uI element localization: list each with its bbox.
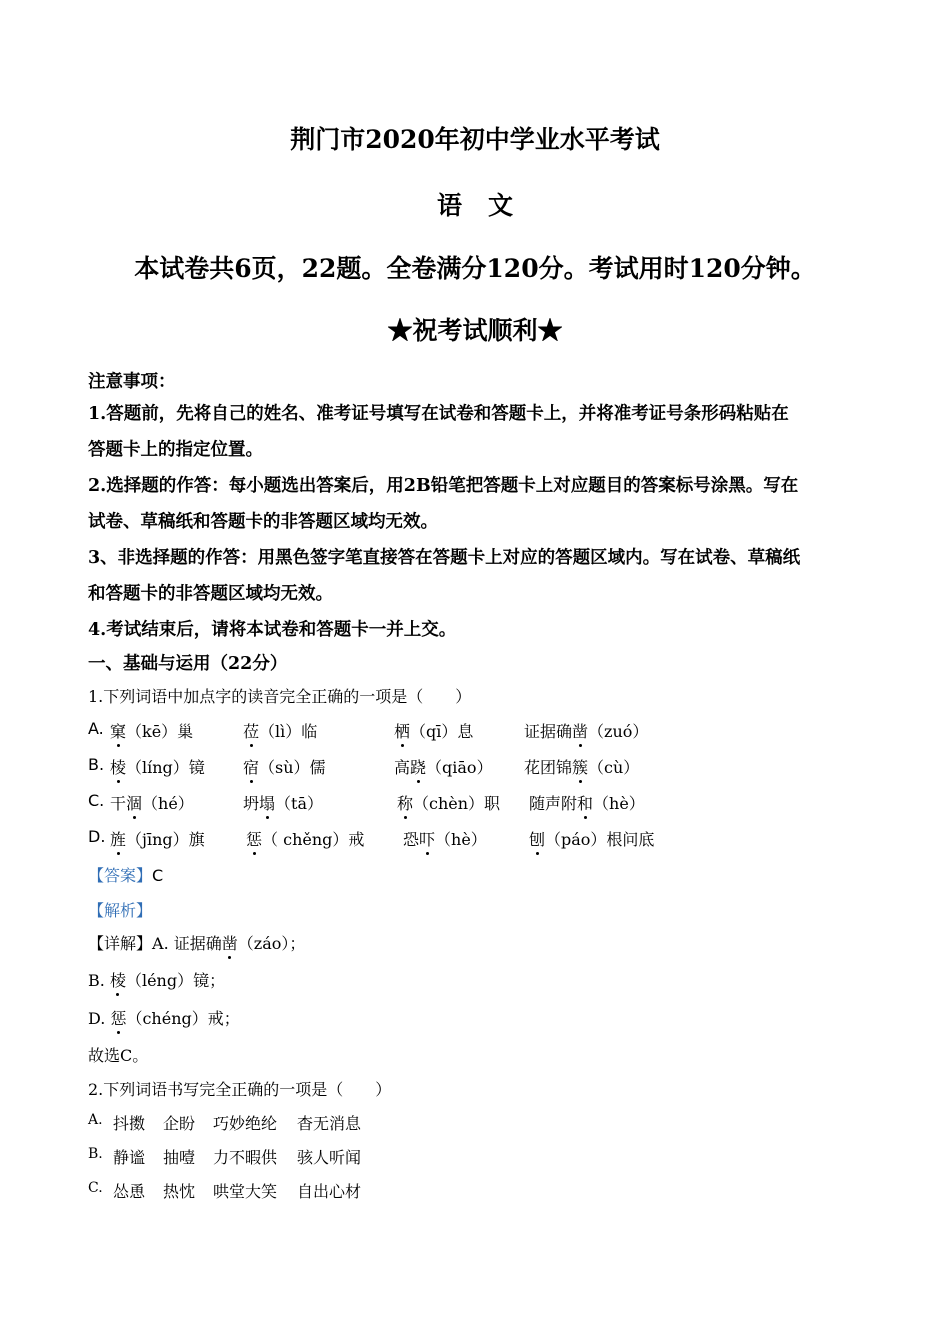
conclusion-line: 故选C。: [88, 1046, 149, 1065]
word: 怂恿: [113, 1182, 146, 1201]
option-item: 随声附和（hè）: [529, 791, 645, 814]
exam-info: 本试卷共6页，22题。全卷满分120分。考试用时120分钟。: [134, 254, 816, 283]
option-item: 栖（qī）息: [394, 719, 473, 742]
question-2-stem: 2.下列词语书写完全正确的一项是（ ）: [88, 1080, 392, 1099]
option-item: 高跷（qiāo）: [394, 755, 493, 778]
option-item: 干涸（hé）: [110, 791, 194, 814]
detail-line: B. 棱（léng）镜；: [88, 968, 225, 991]
detail-line: 【详解】A. 证据确凿（záo）；: [88, 931, 305, 954]
note-line: 1.答题前，先将自己的姓名、准考证号填写在试卷和答题卡上，并将准考证号条形码粘贴在: [88, 404, 789, 424]
option-item: 称（chèn）职: [397, 791, 500, 814]
word: 自出心材: [297, 1182, 362, 1201]
word: 力不暇供: [213, 1148, 278, 1167]
option-item: 宿（sù）儒: [243, 755, 326, 778]
option-item: 刨（páo）根问底: [529, 827, 654, 850]
good-luck-line: ★祝考试顺利★: [387, 316, 563, 345]
subject-char-1: 语: [436, 191, 462, 220]
option-item: 坍塌（tā）: [243, 791, 323, 814]
option-label: A.: [88, 1112, 103, 1128]
word: 热忱: [163, 1182, 196, 1201]
word: 杳无消息: [297, 1114, 362, 1133]
option-item: 惩（ chěng）戒: [246, 827, 364, 850]
option-label: C.: [88, 791, 105, 810]
note-line: 3、非选择题的作答：用黑色签字笔直接答在答题卡上对应的答题区域内。写在试卷、草稿纸: [88, 548, 801, 568]
analysis-tag: 【解析】: [88, 901, 153, 920]
section-heading: 一、基础与运用（22分）: [88, 654, 288, 674]
answer-line: [88, 863, 163, 886]
option-item: 证据确凿（zuó）: [524, 719, 648, 742]
option-item: 棱（líng）镜: [110, 755, 205, 778]
subject-char-2: 文: [488, 191, 514, 220]
option-item: 恐吓（hè）: [403, 827, 487, 850]
word: 抖擞: [113, 1114, 146, 1133]
word: 抽噎: [163, 1148, 196, 1167]
option-item: 莅（lì）临: [243, 719, 317, 742]
option-item: 旌（jīng）旗: [110, 827, 205, 850]
option-label: D.: [88, 827, 106, 846]
word: 企盼: [163, 1114, 196, 1133]
word: 静谧: [113, 1148, 146, 1167]
question-1-stem: 1.下列词语中加点字的读音完全正确的一项是（ ）: [88, 687, 472, 706]
word: 骇人听闻: [297, 1148, 362, 1167]
option-label: B.: [88, 755, 105, 774]
subject-title: [0, 186, 950, 222]
exam-title: 荆门市2020年初中学业水平考试: [290, 125, 660, 154]
option-item: 窠（kē）巢: [110, 719, 193, 742]
note-line: 和答题卡的非答题区域均无效。: [88, 584, 333, 604]
note-line: 答题卡上的指定位置。: [88, 440, 263, 460]
option-item: 花团锦簇（cù）: [524, 755, 639, 778]
note-line: 试卷、草稿纸和答题卡的非答题区域均无效。: [88, 512, 438, 532]
note-line: 4.考试结束后，请将本试卷和答题卡一并上交。: [88, 620, 457, 640]
note-line: 2.选择题的作答：每小题选出答案后，用2B铅笔把答题卡上对应题目的答案标号涂黑。写在: [88, 476, 799, 496]
word: 巧妙绝纶: [213, 1114, 278, 1133]
detail-tag: 【详解】: [88, 934, 153, 953]
detail-line: D. 惩（chéng）戒；: [88, 1006, 240, 1029]
option-label: A.: [88, 719, 104, 738]
option-label: C.: [88, 1180, 103, 1196]
option-label: B.: [88, 1146, 103, 1162]
word: 哄堂大笑: [213, 1182, 278, 1201]
notes-heading: 注意事项：: [88, 372, 176, 392]
answer-tag: 【答案】: [88, 866, 153, 885]
answer-value: C: [152, 866, 164, 885]
